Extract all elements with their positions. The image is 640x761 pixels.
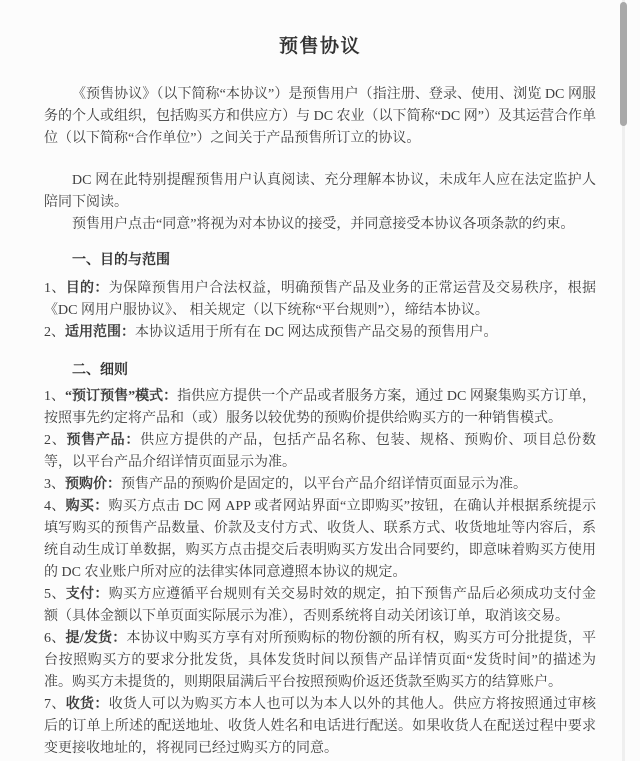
- item-term: 预售产品：: [66, 433, 141, 448]
- item-text: 指供应方提供一个产品或者服务方案，通过 DC 网聚集购买方订单，按照事先约定将产品和（或）服务以较优势的预购价提供给购买方的一种销售模式。: [44, 389, 596, 426]
- item-number: 3、: [44, 477, 65, 492]
- agreement-item: [44, 584, 596, 628]
- item-number: 2、: [44, 433, 67, 448]
- section-heading-rules: 二、细则: [72, 363, 128, 378]
- item-number: 1、: [44, 389, 66, 404]
- item-term: 购买：: [65, 499, 109, 514]
- item-number: 5、: [44, 587, 66, 602]
- item-term: 收货：: [65, 697, 109, 712]
- item-term: 预购价：: [65, 477, 121, 492]
- item-term: 提/发货：: [65, 631, 127, 646]
- item-number: 2、: [44, 325, 65, 340]
- item-text: 本协议适用于所有在 DC 网达成预售产品交易的预售用户。: [135, 325, 498, 340]
- notice-paragraph: DC 网在此特别提醒预售用户认真阅读、充分理解本协议，未成年人应在法定监护人陪同下阅读。: [44, 173, 596, 210]
- item-text: 供应方提供的产品，包括产品名称、包装、规格、预购价、项目总份数等，以平台产品介绍详情页面显示为准。: [44, 433, 597, 470]
- intro-paragraph: 《预售协议》（以下简称“本协议”）是预售用户（指注册、登录、使用、浏览 DC 网服务的个人或组织，包括购买方和供应方）与 DC 农业（以下简称“DC 网”）及其运营合作单位（以下简称“合作单位”）之间关于产品预售所订立的协议。: [44, 87, 596, 146]
- item-number: 1、: [44, 281, 66, 296]
- doc-title: 预售协议: [278, 36, 361, 57]
- agreement-item: [44, 628, 596, 694]
- item-text: 收货人可以为购买方本人也可以为本人以外的其他人。供应方将按照通过审核后的订单上所述的配送地址、收货人姓名和电话进行配送。如果收货人在配送过程中要求变更接收地址的，将视同已经过购买方的同意。: [44, 697, 597, 756]
- item-text: 购买方点击 DC 网 APP 或者网站界面“立即购买”按钮，在确认并根据系统提示填写购买的预售产品数量、价款及支付方式、收货人、联系方式、收货地址等内容后，系统自动生成订单数据，购买方点击提交后表明购买方发出合同要约，即意味着购买方使用的 DC 农业账户所对应的法律实体同意遵照本协议的规定。: [44, 499, 597, 580]
- item-term: 适用范围：: [65, 325, 135, 340]
- item-term: 目的：: [65, 281, 109, 296]
- item-term: “预订预售”模式：: [65, 389, 178, 404]
- agreement-item: [44, 322, 596, 344]
- item-number: 4、: [44, 499, 66, 514]
- item-text: 本协议中购买方享有对所预购标的物份额的所有权，购买方可分批提货，平台按照购买方的要求分批发货，具体发货时间以预售产品详情页面“发货时间”的描述为准。购买方未提货的，则期限届满后平台按照预购价返还货款至购买方的结算账户。: [44, 631, 597, 690]
- scrollbar-thumb[interactable]: [620, 2, 627, 126]
- agreement-item: [44, 430, 596, 474]
- agreement-item: [44, 474, 596, 496]
- item-text: 预售产品的预购价是固定的，以平台产品介绍详情页面显示为准。: [121, 477, 527, 492]
- item-number: 7、: [44, 697, 66, 712]
- agreement-item: [44, 278, 596, 322]
- consent-paragraph: 预售用户点击“同意”将视为对本协议的接受，并同意接受本协议各项条款的约束。: [72, 217, 575, 232]
- section-heading-purpose-scope: 一、目的与范围: [72, 253, 170, 268]
- item-text: 为保障预售用户合法权益，明确预售产品及业务的正常运营及交易秩序，根据《DC 网用户服协议》、 相关规定（以下统称“平台规则”），缔结本协议。: [44, 281, 597, 318]
- item-text: 购买方应遵循平台规则有关交易时效的规定，拍下预售产品后必须成功支付金额（具体金额以下单页面实际展示为准），否则系统将自动关闭该订单，取消该交易。: [44, 587, 597, 624]
- agreement-item: [44, 496, 596, 584]
- agreement-item: [44, 694, 596, 760]
- item-term: 支付：: [65, 587, 109, 602]
- item-number: 6、: [44, 631, 66, 646]
- agreement-item: [44, 386, 596, 430]
